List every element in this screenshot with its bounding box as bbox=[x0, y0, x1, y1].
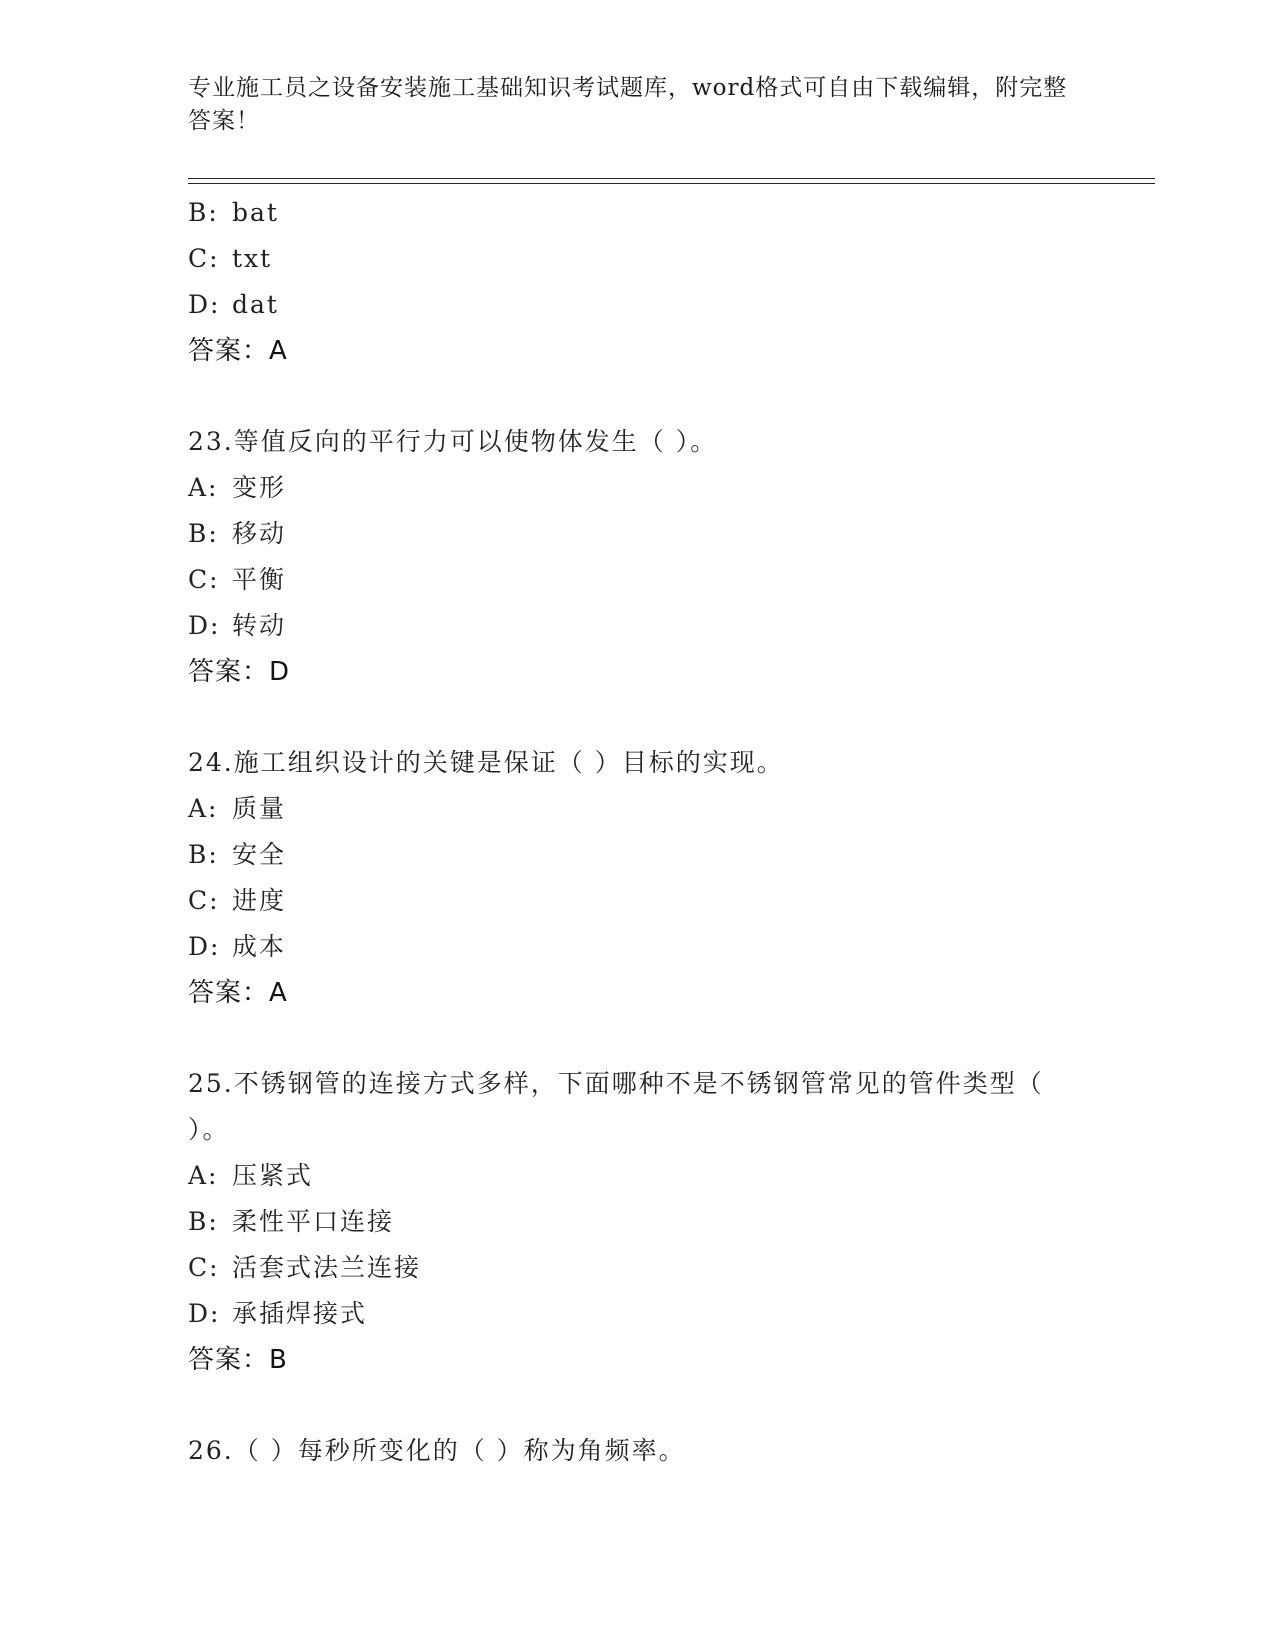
option-d: D: 承插焊接式 bbox=[188, 1299, 368, 1328]
option-c: C: 进度 bbox=[188, 886, 287, 915]
question-list bbox=[188, 190, 1148, 1474]
question-stem: 24.施工组织设计的关键是保证（ ）目标的实现。 bbox=[188, 748, 784, 777]
question-stem: 23.等值反向的平行力可以使物体发生（ ）。 bbox=[188, 427, 718, 456]
question-stem: 25.不锈钢管的连接方式多样，下面哪种不是不锈钢管常见的管件类型（ ）。 bbox=[188, 1069, 1044, 1144]
answer-line: 答案：B bbox=[188, 1345, 288, 1375]
option-d: D: dat bbox=[188, 290, 279, 319]
option-b: B: 安全 bbox=[188, 840, 287, 869]
option-a: A: 质量 bbox=[188, 794, 287, 823]
option-a: A: 变形 bbox=[188, 473, 287, 502]
option-d: D: 成本 bbox=[188, 932, 287, 961]
answer-line: 答案：A bbox=[188, 336, 288, 366]
option-c: C: 平衡 bbox=[188, 565, 287, 594]
document-header: 专业施工员之设备安装施工基础知识考试题库，word格式可自由下载编辑，附完整答案！ bbox=[188, 75, 1068, 134]
header-divider-bottom bbox=[188, 183, 1155, 184]
header-divider-top bbox=[188, 178, 1155, 179]
answer-line: 答案：D bbox=[188, 657, 291, 687]
option-c: C: txt bbox=[188, 244, 273, 273]
answer-line: 答案：A bbox=[188, 978, 288, 1008]
option-b: B: 移动 bbox=[188, 519, 287, 548]
option-a: A: 压紧式 bbox=[188, 1161, 314, 1190]
question-stem: 26.（ ）每秒所变化的（ ）称为角频率。 bbox=[188, 1436, 686, 1465]
option-b: B: bat bbox=[188, 198, 279, 227]
option-b: B: 柔性平口连接 bbox=[188, 1207, 395, 1236]
option-c: C: 活套式法兰连接 bbox=[188, 1253, 422, 1282]
option-d: D: 转动 bbox=[188, 611, 287, 640]
